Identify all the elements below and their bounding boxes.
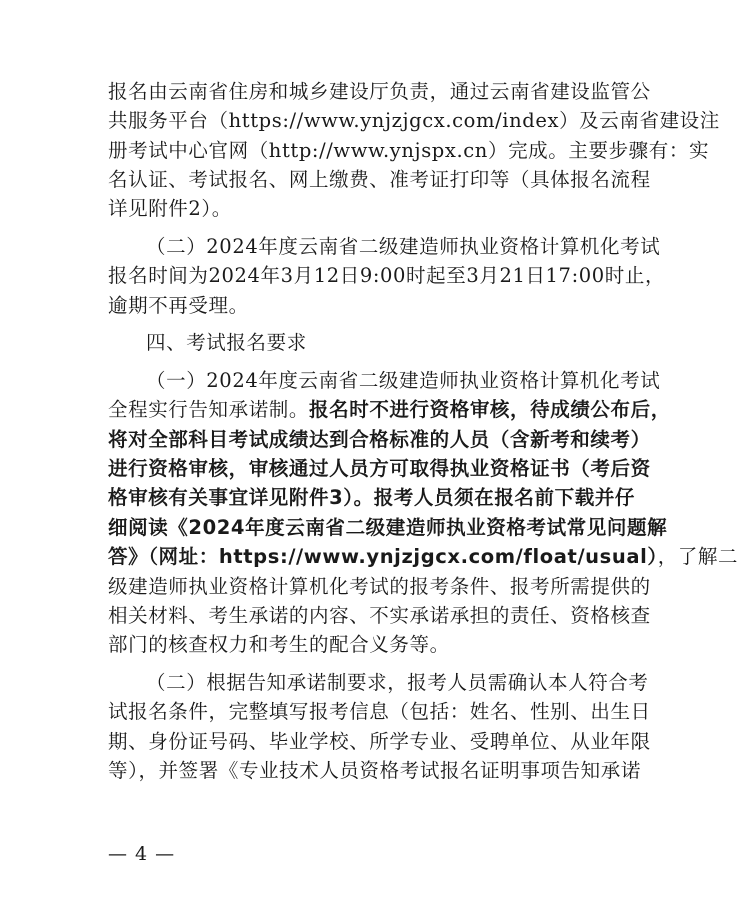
text-segment: 册考试中心官网（http://www.ynjspx.cn）完成。主要步骤有：实 xyxy=(108,139,710,162)
bold-text-segment: 进行资格审核，审核通过人员方可取得执业资格证书（考后资 xyxy=(108,457,651,480)
text-segment: ，了解二 xyxy=(657,545,738,568)
text-segment: 逾期不再受理。 xyxy=(108,294,249,317)
text-segment: 共服务平台（https://www.ynjzjgcx.com/index）及云南省建设注 xyxy=(108,109,720,132)
text-line xyxy=(108,631,608,659)
text-line xyxy=(108,396,671,424)
text-line xyxy=(108,484,636,512)
text-segment: 级建造师执业资格计算机化考试的报考条件、报考所需提供的 xyxy=(108,575,651,598)
text-line xyxy=(108,262,666,290)
text-line xyxy=(108,543,738,571)
text-segment: 等），并签署《专业技术人员资格考试报名证明事项告知承诺 xyxy=(108,759,641,782)
text-segment: 报名时间为2024年3月12日9:00时起至3月21日17:00时止， xyxy=(108,264,666,287)
text-line xyxy=(108,757,641,785)
text-segment: （二）根据告知承诺制要求，报考人员需确认本人符合考 xyxy=(146,671,649,694)
text-segment: 全程实行告知承诺制。 xyxy=(108,398,310,421)
text-line xyxy=(108,137,710,165)
page-number: — 4 — xyxy=(108,843,176,865)
text-line xyxy=(108,698,651,726)
text-line xyxy=(108,573,651,601)
text-segment: 名认证、考试报名、网上缴费、准考证打印等（具体报名流程 xyxy=(108,168,651,191)
text-segment: 报名由云南省住房和城乡建设厅负责，通过云南省建设监管公 xyxy=(108,80,651,103)
text-line xyxy=(108,195,608,223)
bold-text-segment: 报名时不进行资格审核，待成绩公布后， xyxy=(309,398,671,421)
text-line xyxy=(146,329,646,357)
text-segment: （一）2024年度云南省二级建造师执业资格计算机化考试 xyxy=(146,369,661,392)
text-line xyxy=(108,107,720,135)
text-segment: 试报名条件，完整填写报考信息（包括：姓名、性别、出生日 xyxy=(108,700,651,723)
text-line xyxy=(108,514,668,542)
text-line xyxy=(108,78,651,106)
bold-text-segment: 答》（网址：https://www.ynjzjgcx.com/float/usual） xyxy=(108,545,658,568)
text-segment: 期、身份证号码、毕业学校、所学专业、受聘单位、从业年限 xyxy=(108,730,651,753)
text-segment: （二）2024年度云南省二级建造师执业资格计算机化考试 xyxy=(146,235,661,258)
text-segment: 相关材料、考生承诺的内容、不实承诺承担的责任、资格核查 xyxy=(108,604,651,627)
text-segment: 部门的核查权力和考生的配合义务等。 xyxy=(108,633,450,656)
text-segment: 详见附件2）。 xyxy=(108,197,232,220)
text-line xyxy=(108,602,651,630)
text-line xyxy=(108,292,608,320)
text-line xyxy=(108,728,651,756)
text-segment: 四、考试报名要求 xyxy=(146,331,307,354)
bold-text-segment: 格审核有关事宜详见附件3）。报考人员须在报名前下载并仔 xyxy=(108,486,636,509)
bold-text-segment: 将对全部科目考试成绩达到合格标准的人员（含新考和续考） xyxy=(108,428,651,451)
text-line xyxy=(146,367,661,395)
text-line xyxy=(108,426,651,454)
text-line xyxy=(146,669,649,697)
text-line xyxy=(108,166,651,194)
text-line xyxy=(108,455,651,483)
bold-text-segment: 细阅读《2024年度云南省二级建造师执业资格考试常见问题解 xyxy=(108,516,668,539)
text-line xyxy=(146,233,661,261)
